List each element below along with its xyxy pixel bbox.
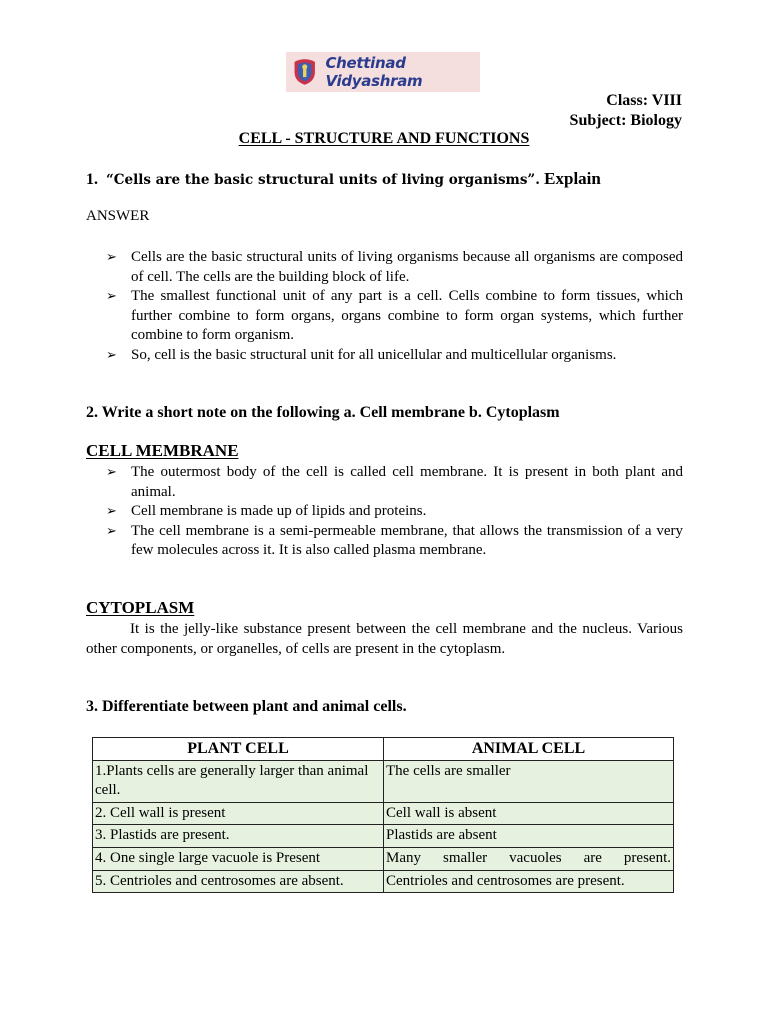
page-title: CELL - STRUCTURE AND FUNCTIONS xyxy=(238,130,530,147)
question-3: 3. Differentiate between plant and animal cells. xyxy=(86,698,407,715)
list-item: ➢ The outermost body of the cell is called cell membrane. It is present in both plant and animal. xyxy=(106,463,683,502)
answer-1-bullets xyxy=(106,248,683,366)
table-cell: The cells are smaller xyxy=(384,760,674,802)
list-item: ➢ Cells are the basic structural units of living organisms because all organisms are composed of cell. The cells are the building block of life. xyxy=(106,248,683,287)
table-row xyxy=(93,825,674,848)
animal-cell-header: ANIMAL CELL xyxy=(384,738,674,761)
list-item: ➢ The cell membrane is a semi-permeable membrane, that allows the transmission of a very few molecules across it. It is also called plasma membrane. xyxy=(106,522,683,561)
cytoplasm-paragraph: It is the jelly-like substance present between the cell membrane and the nucleus. Various other components, or organelles, of cells are present in the cytoplasm. xyxy=(86,621,683,657)
answer-label: ANSWER xyxy=(86,208,150,224)
table-header-row xyxy=(93,738,674,761)
list-item: ➢ Cell membrane is made up of lipids and proteins. xyxy=(106,502,683,522)
comparison-table xyxy=(92,737,674,893)
plant-cell-header: PLANT CELL xyxy=(93,738,384,761)
class-label: Class: VIII xyxy=(606,92,682,109)
table-cell: Centrioles and centrosomes are present. xyxy=(384,870,674,893)
question-1 xyxy=(86,169,601,189)
table-row xyxy=(93,802,674,825)
question-1-text: “Cells are the basic structural units of living organisms”. xyxy=(106,172,540,188)
table-cell: Many smaller vacuoles are present. xyxy=(384,847,674,870)
question-1-tail: Explain xyxy=(539,169,601,188)
table-row xyxy=(93,847,674,870)
table-cell: Cell wall is absent xyxy=(384,802,674,825)
table-cell: Plastids are absent xyxy=(384,825,674,848)
cell-membrane-heading: CELL MEMBRANE xyxy=(86,441,239,460)
subject-label: Subject: Biology xyxy=(569,112,682,129)
logo-text: Chettinad Vidyashram xyxy=(325,54,423,90)
table-cell: 5. Centrioles and centrosomes are absent. xyxy=(93,870,384,893)
list-item: ➢ So, cell is the basic structural unit for all unicellular and multicellular organisms. xyxy=(106,346,683,366)
school-logo xyxy=(286,52,480,92)
list-item: ➢ The smallest functional unit of any part is a cell. Cells combine to form tissues, which further combine to form organs, organs combine to form organ systems, which further combine to form organism. xyxy=(106,287,683,346)
table-row xyxy=(93,870,674,893)
table-row xyxy=(93,760,674,802)
school-emblem-icon xyxy=(292,56,317,88)
question-2: 2. Write a short note on the following a. Cell membrane b. Cytoplasm xyxy=(86,404,560,421)
cytoplasm-heading: CYTOPLASM xyxy=(86,598,195,617)
cell-membrane-bullets xyxy=(106,463,683,561)
table-cell: 1.Plants cells are generally larger than animal cell. xyxy=(93,760,384,802)
table-cell: 2. Cell wall is present xyxy=(93,802,384,825)
question-1-number: 1. xyxy=(86,171,98,188)
table-cell: 4. One single large vacuole is Present xyxy=(93,847,384,870)
table-cell: 3. Plastids are present. xyxy=(93,825,384,848)
